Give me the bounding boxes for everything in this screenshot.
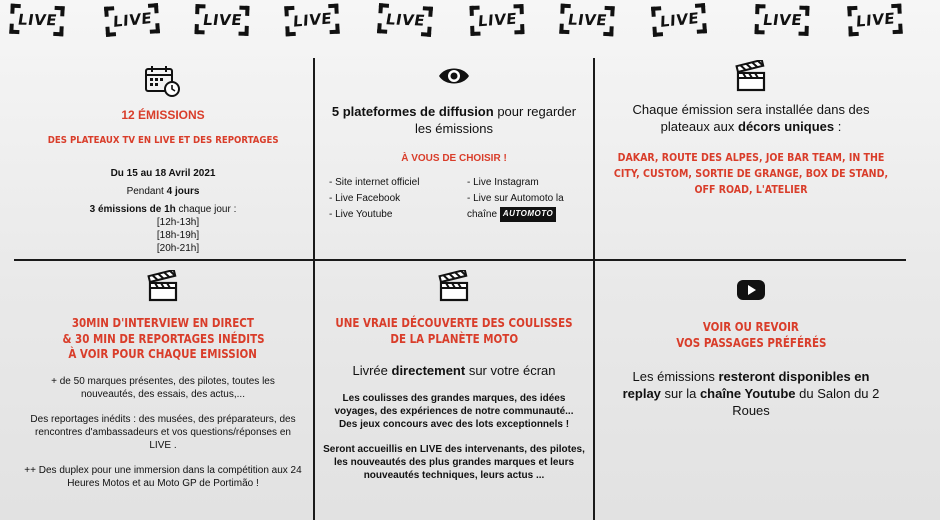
replay-title-line: VOIR OU REVOIR	[702, 320, 800, 334]
platform-item: - Live sur Automoto la	[467, 192, 564, 204]
interviews-text: Des reportages inédits : des musées, des préparateurs, des rencontres d'ambassadeurs et vos questions/réponses en LIVE .	[30, 413, 296, 451]
divider-vertical-right	[593, 58, 595, 520]
emissions-slot: [18h-19h]	[156, 229, 200, 241]
live-logo-text: LIVE	[659, 8, 699, 32]
backstage-lead: Livrée directement sur votre écran	[352, 363, 556, 379]
backstage-text: Les coulisses des grandes marques, des idées voyages, des expériences de notre communauté... Des jeux concours avec des lots exceptionnels !	[334, 393, 574, 431]
platforms-col-right	[467, 175, 564, 223]
sets-intro: Chaque émission sera installée dans des plateaux aux décors uniques :	[632, 102, 870, 134]
emissions-duration: Pendant 4 jours	[126, 185, 200, 197]
live-logo	[754, 4, 809, 36]
cell-sets	[596, 58, 906, 198]
replay-text: Les émissions resteront disponibles en replay sur la chaîne Youtube du Salon du 2 Roues	[622, 369, 880, 418]
clapperboard-icon	[735, 60, 767, 92]
eye-icon	[438, 64, 470, 88]
emissions-sessions: 3 émissions de 1h chaque jour :	[89, 203, 237, 215]
interviews-text: ++ Des duplex pour une immersion dans la compétition aux 24 Heures Motos et au Moto GP de Portimão !	[24, 464, 302, 489]
automoto-logo: AUTOMOTO	[500, 207, 556, 222]
divider-horizontal	[14, 259, 906, 261]
platforms-list	[329, 175, 579, 223]
live-logo-text: LIVE	[292, 9, 332, 31]
live-logo-text: LIVE	[565, 10, 609, 30]
emissions-subtitle: DES PLATEAUX TV EN LIVE ET DES REPORTAGES	[47, 134, 279, 146]
live-logo	[9, 4, 64, 37]
platform-item: - Live Facebook	[329, 192, 401, 204]
live-logo	[651, 3, 707, 37]
live-logo-text: LIVE	[476, 9, 518, 31]
platform-item: - Live Youtube	[329, 208, 393, 220]
live-logo	[469, 4, 524, 36]
backstage-text: Seront accueillis en LIVE des intervenants, des pilotes, les nouveautés des plus grandes marques et leurs nouveautés techniques, leurs actus ...	[323, 444, 585, 482]
live-logo	[104, 3, 160, 37]
platforms-col-left	[329, 175, 451, 223]
clapperboard-icon	[438, 270, 470, 302]
cell-interviews	[14, 270, 312, 490]
platform-item: - Live Instagram	[467, 176, 539, 188]
backstage-title-line: UNE VRAIE DÉCOUVERTE DES COULISSES	[335, 316, 573, 330]
live-logo-text: LIVE	[112, 8, 152, 32]
clapperboard-icon	[147, 270, 179, 302]
live-logo-text: LIVE	[15, 10, 59, 30]
live-logo	[377, 3, 433, 37]
replay-title-line: VOS PASSAGES PRÉFÉRÉS	[675, 335, 827, 350]
backstage-title-line: DE LA PLANÈTE MOTO	[390, 331, 518, 346]
emissions-slot: [20h-21h]	[156, 242, 200, 254]
emissions-slot: [12h-13h]	[156, 216, 200, 228]
youtube-play-icon	[736, 278, 766, 302]
live-logo	[559, 4, 614, 37]
emissions-dates: Du 15 au 18 Avril 2021	[110, 167, 216, 179]
live-logo-text: LIVE	[761, 11, 803, 29]
cell-emissions	[14, 62, 312, 255]
live-logo-text: LIVE	[855, 9, 895, 31]
live-logo-text: LIVE	[201, 11, 243, 29]
live-logo	[194, 4, 249, 36]
live-logo-text: LIVE	[383, 10, 427, 30]
platform-item: chaîne AUTOMOTO	[467, 207, 564, 223]
calendar-clock-icon	[144, 64, 182, 98]
sets-list: DAKAR, ROUTE DES ALPES, JOE BAR TEAM, IN THE CITY, CUSTOM, SORTIE DE GRANGE, BOX DE STAND, OFF ROAD, L'ATELIER	[613, 150, 889, 196]
cell-backstage	[316, 270, 592, 482]
interviews-text: + de 50 marques présentes, des pilotes, toutes les nouveautés, des essais, des actus,...	[51, 375, 275, 400]
divider-vertical-left	[313, 58, 315, 520]
live-logo	[847, 4, 902, 37]
interviews-title-line: À VOIR POUR CHAQUE EMISSION	[68, 347, 258, 362]
live-logo	[284, 4, 339, 37]
interviews-title-line: 30MIN D'INTERVIEW EN DIRECT	[71, 316, 255, 330]
emissions-title: 12 ÉMISSIONS	[121, 108, 205, 122]
cell-platforms	[316, 62, 592, 223]
platforms-intro: 5 plateformes de diffusion pour regarder les émissions	[331, 104, 577, 136]
platform-item: - Site internet officiel	[329, 176, 420, 188]
interviews-title-line: & 30 MIN DE REPORTAGES INÉDITS	[61, 331, 265, 346]
cell-replay	[596, 278, 906, 420]
platforms-choose: À VOUS DE CHOISIR !	[401, 152, 507, 164]
